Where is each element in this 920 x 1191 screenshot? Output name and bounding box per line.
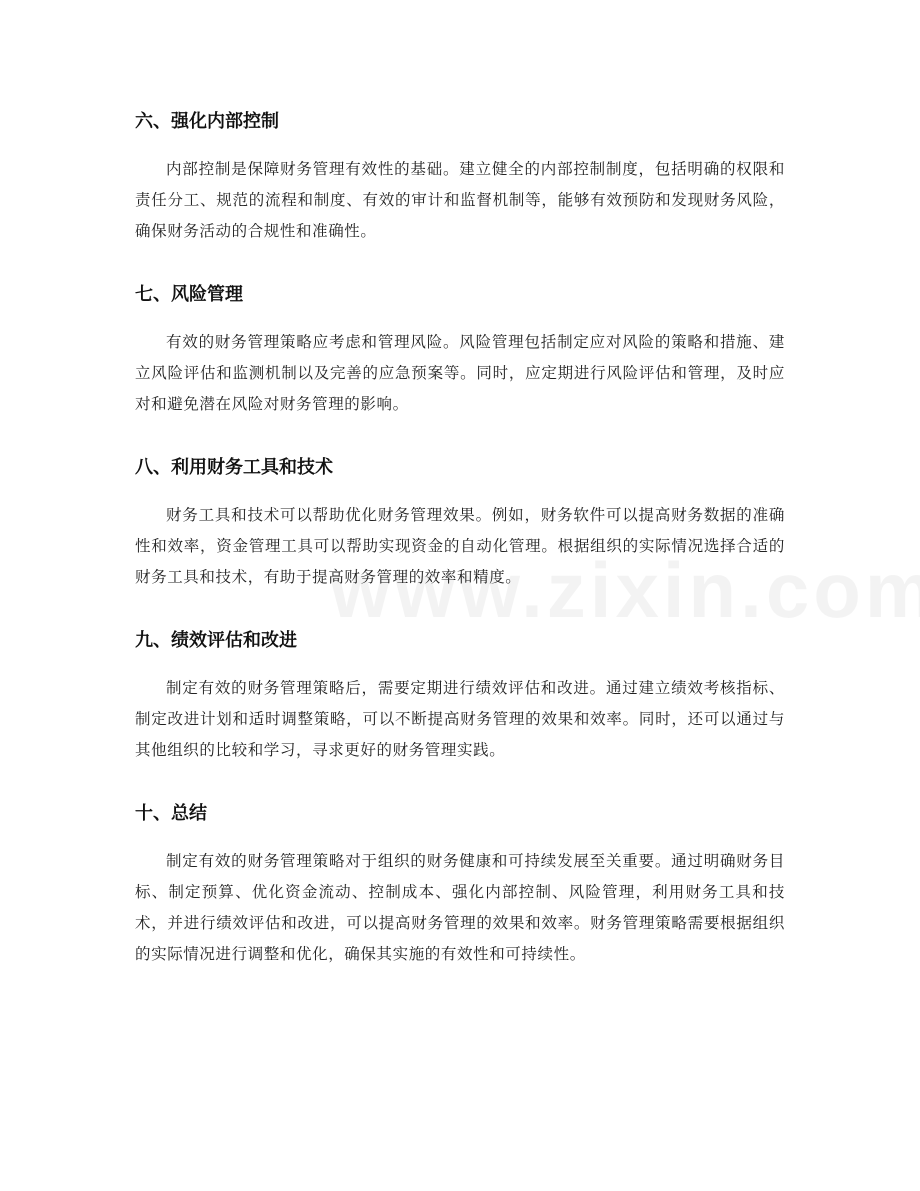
section-internal-control [135,110,785,247]
section-heading: 八、利用财务工具和技术 [135,457,333,478]
section-financial-tools [135,456,785,593]
section-summary [135,802,785,970]
section-paragraph: 财务工具和技术可以帮助优化财务管理效果。例如，财务软件可以提高财务数据的准确性和效率，资金管理工具可以帮助实现资金的自动化管理。根据组织的实际情况选择合适的财务工具和技术，有助于提高财务管理的效率和精度。 [135,506,785,586]
section-heading: 九、绩效评估和改进 [135,630,297,651]
section-heading: 六、强化内部控制 [135,111,279,132]
section-paragraph: 有效的财务管理策略应考虑和管理风险。风险管理包括制定应对风险的策略和措施、建立风险评估和监测机制以及完善的应急预案等。同时，应定期进行风险评估和管理，及时应对和避免潜在风险对财务管理的影响。 [135,333,785,413]
section-heading: 十、总结 [135,803,207,824]
section-performance-evaluation [135,629,785,766]
section-paragraph: 制定有效的财务管理策略后，需要定期进行绩效评估和改进。通过建立绩效考核指标、制定改进计划和适时调整策略，可以不断提高财务管理的效果和效率。同时，还可以通过与其他组织的比较和学习，寻求更好的财务管理实践。 [135,679,785,759]
section-paragraph: 内部控制是保障财务管理有效性的基础。建立健全的内部控制制度，包括明确的权限和责任分工、规范的流程和制度、有效的审计和监督机制等，能够有效预防和发现财务风险，确保财务活动的合规性和准确性。 [135,160,785,240]
section-risk-management [135,283,785,420]
section-paragraph: 制定有效的财务管理策略对于组织的财务健康和可持续发展至关重要。通过明确财务目标、制定预算、优化资金流动、控制成本、强化内部控制、风险管理，利用财务工具和技术，并进行绩效评估和改进，可以提高财务管理的效果和效率。财务管理策略需要根据组织的实际情况进行调整和优化，确保其实施的有效性和可持续性。 [135,852,785,963]
section-heading: 七、风险管理 [135,284,243,305]
